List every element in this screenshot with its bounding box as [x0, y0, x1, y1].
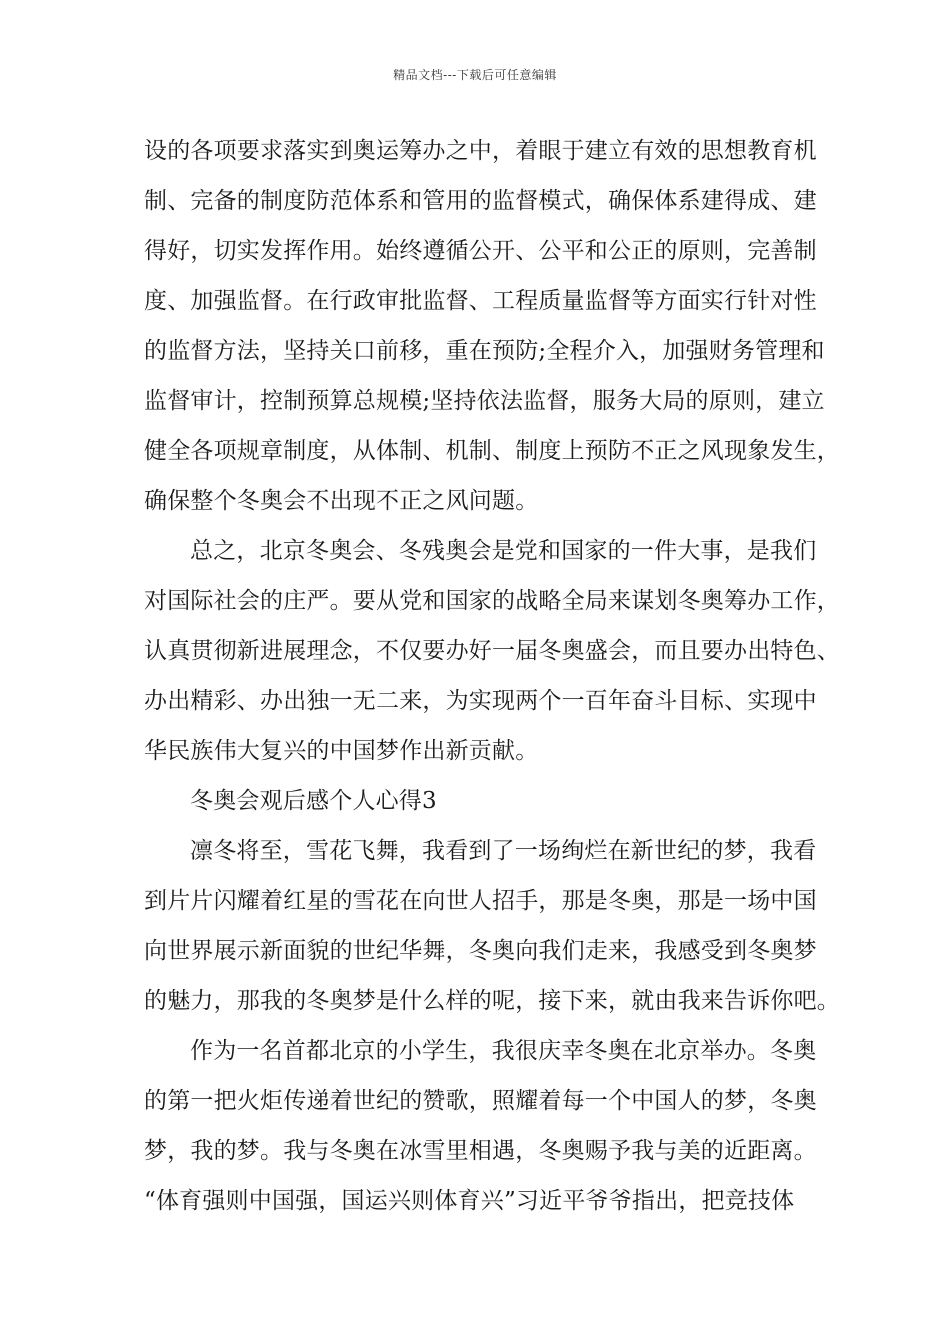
text-line: 设的各项要求落实到奥运筹办之中，着眼于建立有效的思想教育机 [144, 138, 817, 164]
paragraph-start-line: 作为一名首都北京的小学生，我很庆幸冬奥在北京举办。冬奥 [190, 1038, 817, 1064]
page-header: 精品文档---下载后可任意编辑 [393, 68, 557, 82]
text-line: 到片片闪耀着红星的雪花在向世人招手，那是冬奥，那是一场中国 [144, 888, 817, 914]
text-line: “体育强则中国强，国运兴则体育兴”习近平爷爷指出，把竞技体 [144, 1188, 795, 1214]
text-line: 对国际社会的庄严。要从党和国家的战略全局来谋划冬奥筹办工作， [144, 588, 840, 614]
text-line: 制、完备的制度防范体系和管用的监督模式，确保体系建得成、建 [144, 188, 817, 214]
text-line: 度、加强监督。在行政审批监督、工程质量监督等方面实行针对性 [144, 288, 817, 314]
text-line: 办出精彩、办出独一无二来，为实现两个一百年奋斗目标、实现中 [144, 688, 817, 714]
text-line: 的魅力，那我的冬奥梦是什么样的呢，接下来，就由我来告诉你吧。 [144, 988, 840, 1014]
section-heading: 冬奥会观后感个人心得3 [190, 788, 437, 814]
text-line: 确保整个冬奥会不出现不正之风问题。 [144, 488, 539, 514]
text-line: 得好，切实发挥作用。始终遵循公开、公平和公正的原则，完善制 [144, 238, 817, 264]
text-line: 认真贯彻新进展理念，不仅要办好一届冬奥盛会，而且要办出特色、 [144, 638, 840, 664]
text-line: 华民族伟大复兴的中国梦作出新贡献。 [144, 738, 539, 764]
document-body [144, 126, 840, 1226]
paragraph-start-line: 凛冬将至，雪花飞舞，我看到了一场绚烂在新世纪的梦，我看 [190, 838, 817, 864]
text-line: 的监督方法，坚持关口前移，重在预防;全程介入，加强财务管理和 [144, 338, 825, 364]
text-line: 梦，我的梦。我与冬奥在冰雪里相遇，冬奥赐予我与美的近距离。 [144, 1138, 817, 1164]
text-line: 监督审计，控制预算总规模;坚持依法监督，服务大局的原则，建立 [144, 388, 825, 414]
text-line: 的第一把火炬传递着世纪的赞歌，照耀着每一个中国人的梦，冬奥 [144, 1088, 817, 1114]
text-line: 向世界展示新面貌的世纪华舞，冬奥向我们走来，我感受到冬奥梦 [144, 938, 817, 964]
paragraph-start-line: 总之，北京冬奥会、冬残奥会是党和国家的一件大事，是我们 [190, 538, 817, 564]
text-line: 健全各项规章制度，从体制、机制、制度上预防不正之风现象发生， [144, 438, 840, 464]
